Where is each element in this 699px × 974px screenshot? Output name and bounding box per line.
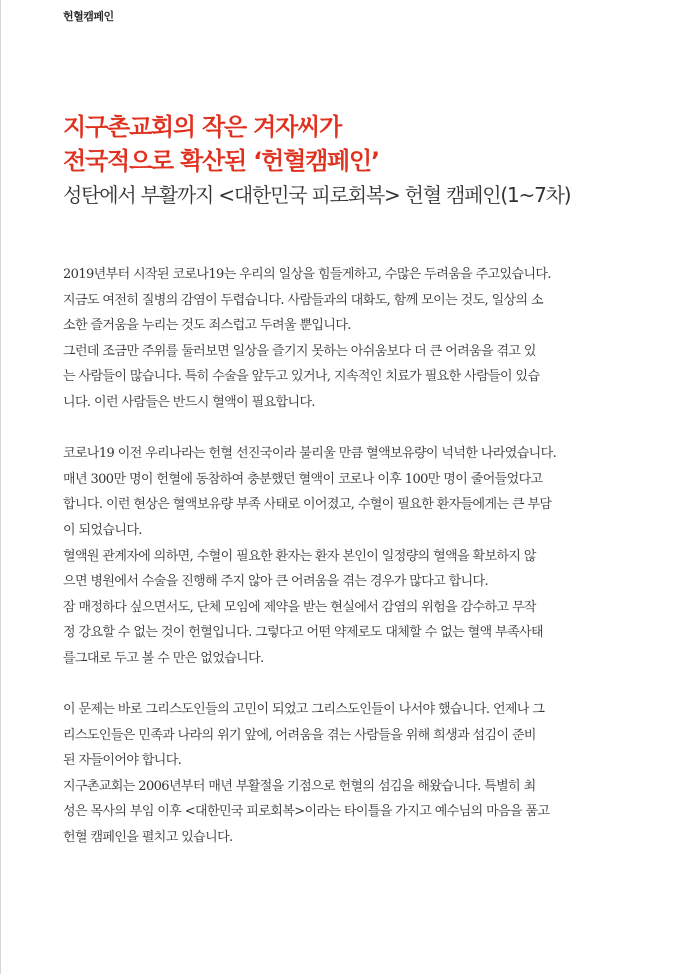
text-line: 매년 300만 명이 헌혈에 동참하여 충분했던 혈액이 코로나 이후 100만 명이 줄어들었다고: [63, 471, 543, 487]
text-line: 으면 병원에서 수술을 진행해 주지 않아 큰 어려움을 겪는 경우가 많다고 합니다.: [63, 574, 489, 590]
article-title-line-1: 지구촌교회의 작은 겨자씨가: [63, 113, 342, 141]
text-line: 2019년부터 시작된 코로나19는 우리의 일상을 힘들게하고, 수많은 두려움을 주고있습니다.: [63, 267, 551, 282]
article-title-line-2: 전국적으로 확산된 ‘헌혈캠페인’: [63, 147, 379, 175]
text-line: 코로나19 이전 우리나라는 헌혈 선진국이라 불리울 만큼 혈액보유량이 넉넉한 나라였습니다.: [63, 446, 557, 462]
text-line: 이 문제는 바로 그리스도인들의 고민이 되었고 그리스도인들이 나서야 했습니다. 언제나 그: [63, 702, 545, 718]
text-line: 된 자들이어야 합니다.: [63, 753, 182, 769]
text-line: 지금도 여전히 질병의 감염이 두렵습니다. 사람들과의 대화도, 함께 모이는 것도, 일상의 소: [63, 292, 543, 308]
paragraph-block-3: [63, 697, 623, 851]
text-line: 리스도인들은 민족과 나라의 위기 앞에, 어려움을 겪는 사람들을 위해 희생과 섬김이 준비: [63, 727, 536, 743]
text-line: 잠 매정하다 싶으면서도, 단체 모임에 제약을 받는 현실에서 감염의 위험을 감수하고 무작: [63, 599, 536, 615]
section-label: 헌혈캠페인: [63, 10, 114, 23]
text-line: 소한 즐거움을 누리는 것도 죄스럽고 두려울 뿐입니다.: [63, 318, 351, 334]
article-subtitle: 성탄에서 부활까지 <대한민국 피로회복> 헌혈 캠페인(1~7차): [63, 183, 571, 207]
text-line: 합니다. 이런 현상은 혈액보유량 부족 사태로 이어졌고, 수혈이 필요한 환자들에게는 큰 부담: [63, 497, 552, 513]
text-line: 혈액원 관계자에 의하면, 수혈이 필요한 환자는 환자 본인이 일정량의 혈액을 확보하지 않: [63, 548, 536, 564]
text-line: 헌혈 캠페인을 펼치고 있습니다.: [63, 830, 233, 846]
text-line: 지구촌교회는 2006년부터 매년 부활절을 기점으로 헌혈의 섬김을 해왔습니다. 특별히 최: [63, 778, 536, 794]
page-left-border: [0, 0, 1, 974]
text-line: 그런데 조금만 주위를 둘러보면 일상을 즐기지 못하는 아쉬움보다 더 큰 어려움을 겪고 있: [63, 343, 536, 359]
article-title: [63, 110, 663, 178]
text-line: 성은 목사의 부임 이후 <대한민국 피로회복>이라는 타이틀을 가지고 예수님의 마음을 품고: [63, 804, 550, 820]
paragraph-gap: [63, 416, 623, 442]
article-body: [63, 262, 623, 851]
text-line: 는 사람들이 많습니다. 특히 수술을 앞두고 있거나, 지속적인 치료가 필요한 사람들이 있습: [63, 369, 540, 385]
paragraph-block-2: [63, 441, 623, 671]
text-line: 니다. 이런 사람들은 반드시 혈액이 필요합니다.: [63, 394, 315, 410]
text-line: 를그대로 두고 볼 수 만은 없었습니다.: [63, 650, 264, 666]
text-line: 정 강요할 수 없는 것이 헌혈입니다. 그렇다고 어떤 약제로도 대체할 수 없는 혈액 부족사태: [63, 625, 543, 641]
paragraph-block-1: [63, 262, 623, 416]
text-line: 이 되었습니다.: [63, 522, 142, 538]
paragraph-gap: [63, 672, 623, 698]
